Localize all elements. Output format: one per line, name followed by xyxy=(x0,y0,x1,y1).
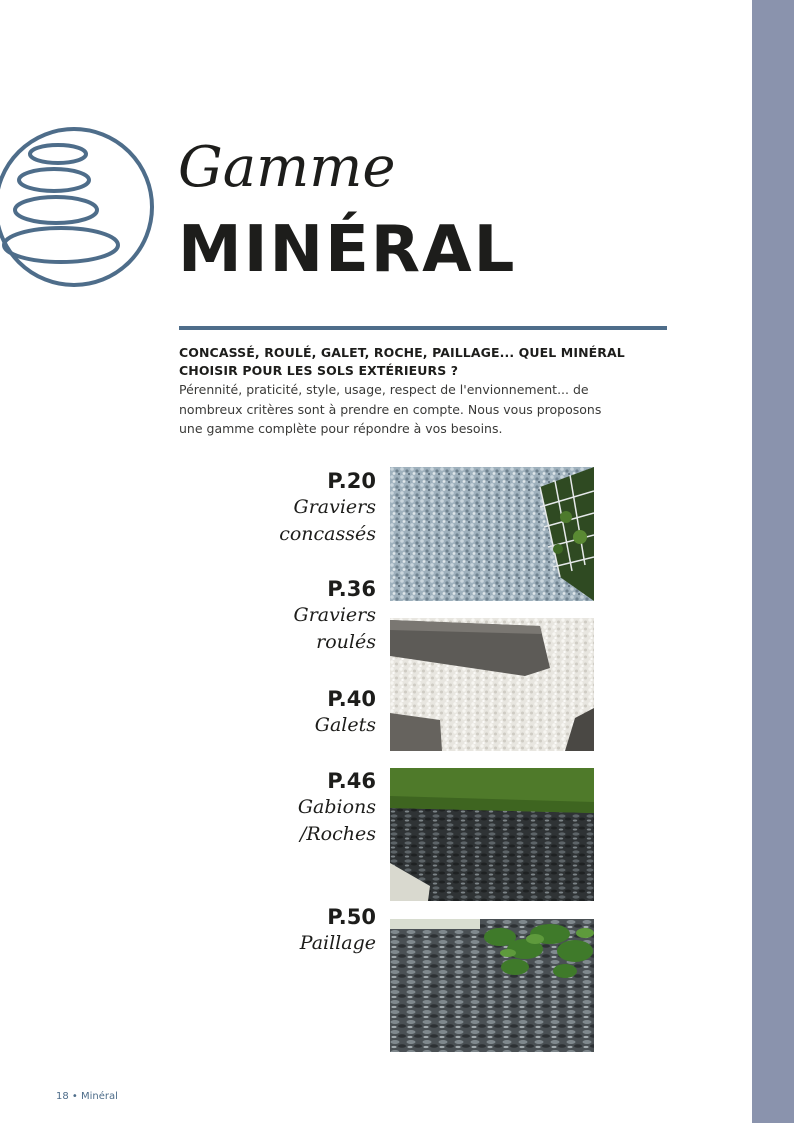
stacked-stones-icon xyxy=(0,107,160,307)
title-mineral: MINÉRAL xyxy=(178,213,517,287)
title-divider xyxy=(179,326,667,330)
entry-name xyxy=(298,794,376,848)
intro-body-line: Pérennité, praticité, style, usage, respect de l'envionnement... de xyxy=(179,382,589,397)
photo-graviers-roules xyxy=(390,618,594,751)
entry-name-line: Paillage xyxy=(299,932,376,954)
entry-name xyxy=(300,930,376,957)
intro-body xyxy=(179,380,679,439)
entry-name-line: Galets xyxy=(314,714,376,736)
photo-graviers-concasses xyxy=(390,467,594,601)
page-footer: 18 • Minéral xyxy=(56,1091,118,1102)
entry-name-line: Gabions xyxy=(297,796,376,818)
entry-page-number: P.50 xyxy=(327,905,376,929)
entry-page-number: P.40 xyxy=(327,687,376,711)
entry-galets[interactable] xyxy=(315,686,376,739)
intro-question-line: CONCASSÉ, ROULÉ, GALET, ROCHE, PAILLAGE... QUEL MINÉRAL xyxy=(179,345,625,360)
entry-gabions-roches[interactable] xyxy=(298,768,376,848)
entry-name-line: Graviers xyxy=(293,604,376,626)
entry-graviers-roules[interactable] xyxy=(294,576,376,656)
photo-paillage xyxy=(390,919,594,1052)
entry-page-number: P.36 xyxy=(327,577,376,601)
entry-page-number: P.46 xyxy=(327,769,376,793)
title-gamme: Gamme xyxy=(178,135,396,200)
entry-name xyxy=(294,602,376,656)
intro-body-line: nombreux critères sont à prendre en compte. Nous vous proposons xyxy=(179,401,602,417)
entry-name-line: Graviers xyxy=(293,496,376,518)
intro-block xyxy=(179,344,679,439)
entry-name xyxy=(279,494,376,548)
entry-page-number: P.20 xyxy=(327,469,376,493)
photo-gabions-roches xyxy=(390,768,594,901)
side-band xyxy=(752,0,794,1123)
entry-name xyxy=(315,712,376,739)
intro-question xyxy=(179,344,679,380)
entry-name-line: /Roches xyxy=(299,823,376,845)
entry-name-line: concassés xyxy=(279,523,376,545)
entry-paillage[interactable] xyxy=(300,904,376,957)
intro-question-line: CHOISIR POUR LES SOLS EXTÉRIEURS ? xyxy=(179,363,459,378)
entry-name-line: roulés xyxy=(316,631,376,653)
intro-body-line: une gamme complète pour répondre à vos besoins. xyxy=(179,421,503,436)
entry-graviers-concasses[interactable] xyxy=(279,468,376,548)
